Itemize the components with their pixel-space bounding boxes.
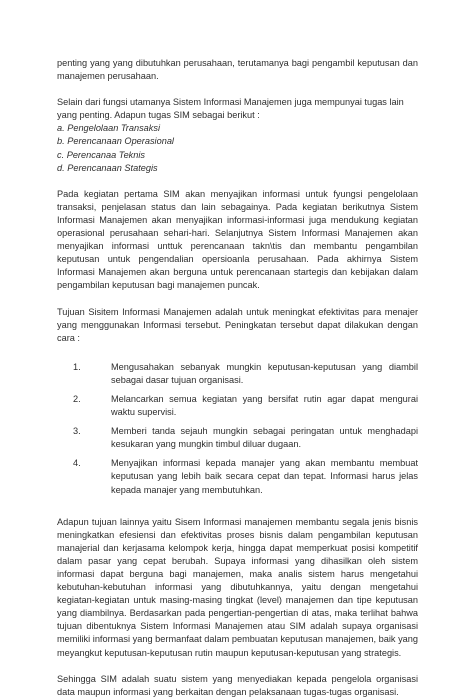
list-text: Melancarkan semua kegiatan yang bersifat rutin agar dapat mengurai waktu supervisi. [111, 393, 418, 418]
task-item: c. Perencanaa Teknis [57, 149, 146, 160]
list-item [57, 425, 418, 451]
list-text: Mengusahakan sebanyak mungkin keputusan-keputusan yang diambil sebagai dasar tujuan organisasi. [111, 361, 418, 385]
paragraph-6: Sehingga SIM adalah suatu sistem yang menyediakan kepada pengelola organisasi data maupun informasi yang berkaitan dengan pelaksanaan tugas-tugas organisasi. [57, 673, 418, 697]
list-item [57, 393, 418, 419]
task-item: b. Perencanaan Operasional [57, 136, 174, 147]
list-number: 4. [73, 458, 81, 469]
list-text: Memberi tanda sejauh mungkin sebagai peringatan untuk menghadapi kesukaran yang mungkin timbul diluar dugaan. [111, 426, 418, 450]
paragraph-5: Adapun tujuan lainnya yaitu Sisem Informasi manajemen membantu segala jenis bisnis meningkatkan efesiensi dan efektivitas proses bisnis dalam pengambilan keputusan manajerial dan kerjasama kelompok kerja, hingga dapat memperkuat posisi kompetitif dalam pasar yang cepat berubah. Supaya informasi yang dihasilkan oleh sistem informasi dapat berguna bagi manajemen, maka analis sistem harus mengetahui kebutuhan-kebutuhan informasi yang dibutuhkannya, yaitu dengan mengetahui kegiatan-kegiatan untuk masing-masing tingkat (level) manajemen dan tipe keputusan yang diambilnya. Berdasarkan pada pengertian-pengertian di atas, maka terlihat bahwa tujuan dibentuknya Sistem Informasi Manajemen atau SIM adalah supaya organisasi memiliki informasi yang bermanfaat dalam pembuatan keputusan manajemen, baik yang meyangkut keputusan-keputusan rutin maupun keputusan-keputusan yang strategis. [57, 516, 418, 658]
list-item [57, 457, 418, 496]
task-item: d. Perencanaan Stategis [57, 162, 158, 173]
numbered-list [57, 361, 418, 497]
list-number: 1. [73, 361, 81, 372]
paragraph-2-intro: Selain dari fungsi utamanya Sistem Informasi Manajemen juga mempunyai tugas lain yang penting. Adapun tugas SIM sebagai berikut : [57, 97, 404, 121]
list-number: 2. [73, 393, 81, 404]
paragraph-1: penting yang yang dibutuhkan perusahaan, terutamanya bagi pengambil keputusan dan manajemen perusahaan. [57, 58, 418, 82]
paragraph-4-intro: Tujuan Sisitem Informasi Manajemen adalah untuk meningkat efektivitas para menajer yang menggunakan Informasi tersebut. Peningkatan tersebut dapat dilakukan dengan cara : [57, 306, 418, 343]
list-item [57, 361, 418, 387]
list-text: Menyajikan informasi kepada manajer yang akan membantu membuat keputusan yang lebih baik secara cepat dan tepat. Informasi harus jelas kepada manajer yang membutuhkan. [111, 458, 418, 495]
tasks-list [57, 122, 418, 174]
document-body [57, 57, 418, 699]
list-number: 3. [73, 426, 81, 437]
task-item: a. Pengelolaan Transaksi [57, 123, 160, 134]
paragraph-3: Pada kegiatan pertama SIM akan menyajikan informasi untuk fyungsi pengelolaan transaksi, penjelasan status dan lain sebagainya. Pada kegiatan berikutnya Sistem Informasi Manajemen akan menyajikan informasi-informasi juga mendukung kegiatan operasional perusahaan sehari-hari. Selanjutnya Sistem Informasi Manajemen akan menyajikan informasi unttuk perencanaan takn\tis dan membantu pengambilan keputusan untuk pengendalian opersioanla perusahaan. Pada akhirnya Sistem Informasi Manajemen akan berguna untuk perencanaan startegis dan kebijakan dalam pengambilan keputusan bagi manajemen puncak. [57, 188, 418, 291]
